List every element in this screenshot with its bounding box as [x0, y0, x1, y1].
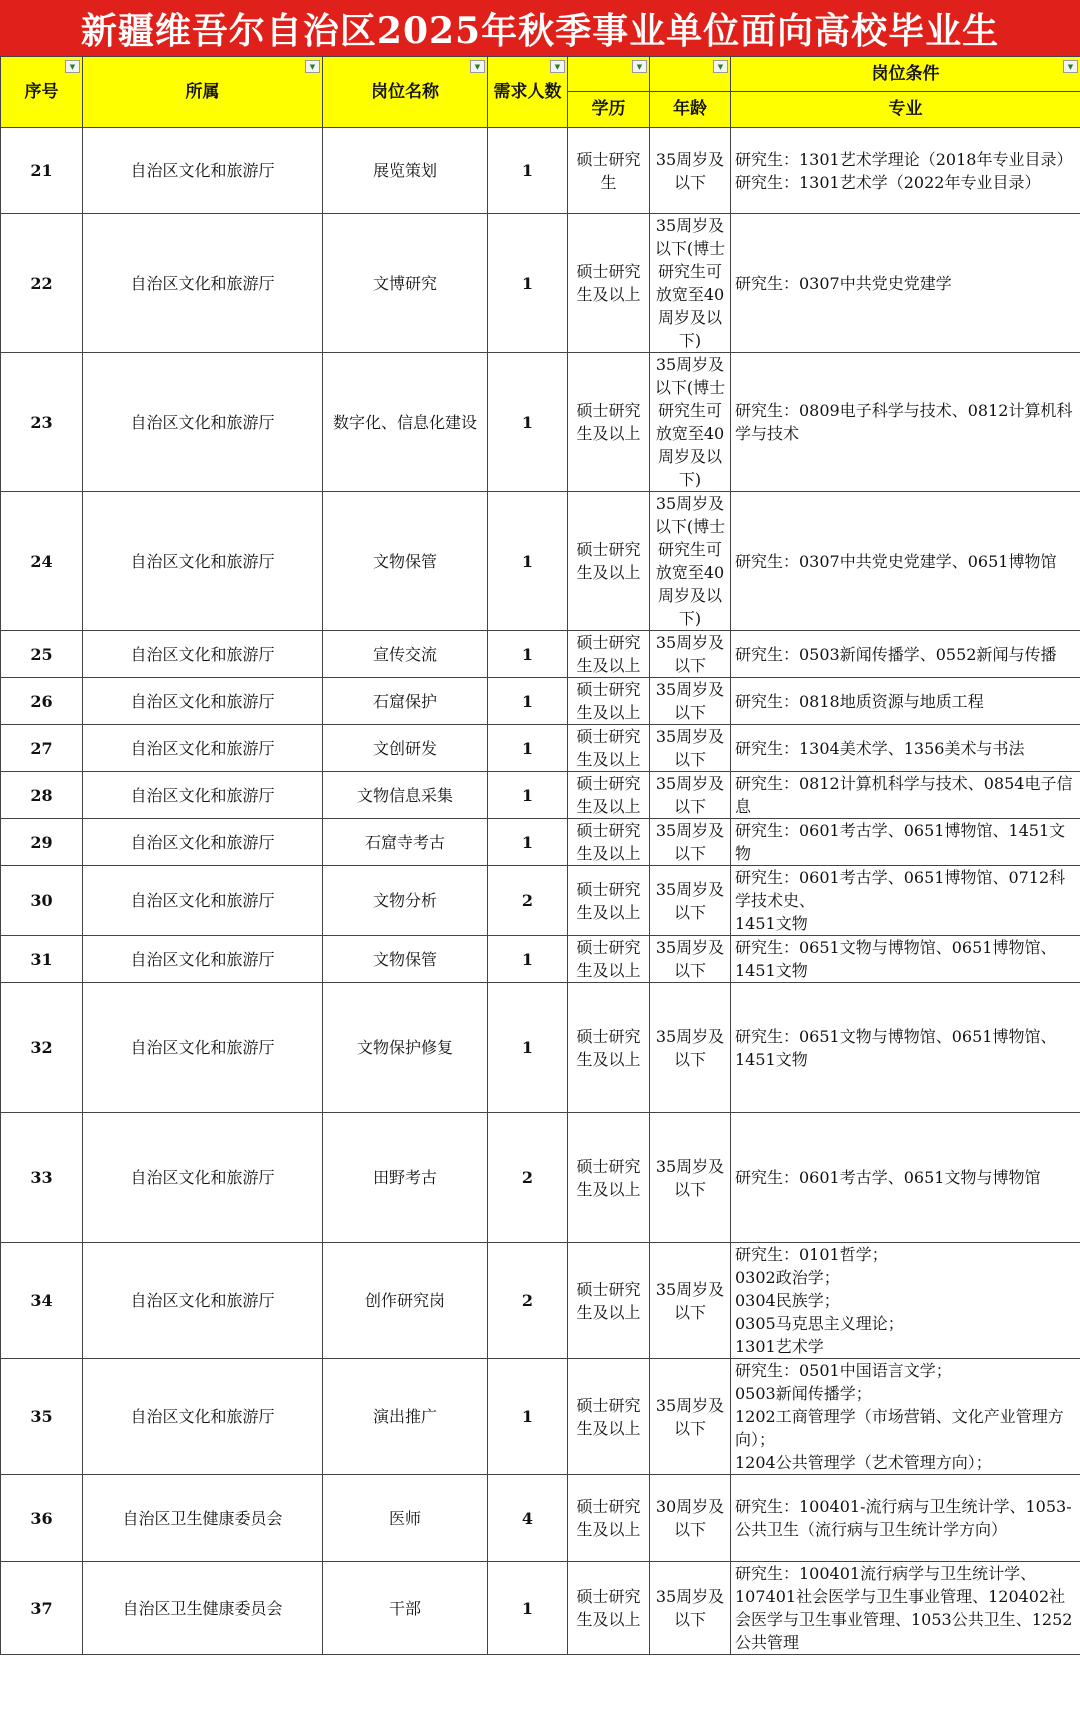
dropdown-filter-icon[interactable]: ▼ — [632, 60, 647, 73]
cell-major: 研究生：0601考古学、0651博物馆、0712科学技术史、 1451文物 — [731, 866, 1080, 936]
cell-count: 2 — [488, 1113, 568, 1243]
cell-age: 35周岁及以下 — [650, 866, 731, 936]
header-conditions-label: 岗位条件 — [871, 63, 940, 84]
cell-major: 研究生：100401流行病学与卫生统计学、107401社会医学与卫生事业管理、120402社会医学与卫生事业管理、1053公共卫生、1252公共管理 — [731, 1562, 1080, 1655]
dropdown-filter-icon[interactable]: ▼ — [713, 60, 728, 73]
cell-age: 35周岁及以下 — [650, 936, 731, 983]
cell-seq: 29 — [1, 819, 83, 866]
cell-count: 1 — [488, 936, 568, 983]
cell-post: 宣传交流 — [323, 631, 488, 678]
cell-dept: 自治区文化和旅游厅 — [83, 772, 323, 819]
cell-age: 35周岁及以下 — [650, 1243, 731, 1359]
cell-seq: 28 — [1, 772, 83, 819]
cell-major: 研究生：100401-流行病与卫生统计学、1053-公共卫生（流行病与卫生统计学方向） — [731, 1475, 1080, 1562]
cell-age: 30周岁及以下 — [650, 1475, 731, 1562]
cell-post: 演出推广 — [323, 1359, 488, 1475]
cell-seq: 32 — [1, 983, 83, 1113]
cell-post: 文创研发 — [323, 725, 488, 772]
cell-seq: 26 — [1, 678, 83, 725]
cell-age: 35周岁及以下(博士研究生可放宽至40周岁及以下) — [650, 214, 731, 353]
cell-post: 文物保管 — [323, 492, 488, 631]
cell-seq: 22 — [1, 214, 83, 353]
cell-edu: 硕士研究生及以上 — [568, 772, 650, 819]
cell-count: 1 — [488, 725, 568, 772]
table-row — [1, 866, 1080, 936]
cell-dept: 自治区文化和旅游厅 — [83, 725, 323, 772]
header-major: 专业 — [731, 92, 1080, 128]
cell-dept: 自治区文化和旅游厅 — [83, 492, 323, 631]
table-row — [1, 936, 1080, 983]
cell-post: 数字化、信息化建设 — [323, 353, 488, 492]
cell-major: 研究生：0307中共党史党建学 — [731, 214, 1080, 353]
dropdown-filter-icon[interactable]: ▼ — [305, 60, 320, 73]
cell-post: 石窟寺考古 — [323, 819, 488, 866]
cell-seq: 33 — [1, 1113, 83, 1243]
cell-age: 35周岁及以下(博士研究生可放宽至40周岁及以下) — [650, 492, 731, 631]
dropdown-filter-icon[interactable]: ▼ — [550, 60, 565, 73]
header-seq-label: 序号 — [24, 81, 59, 102]
header-count[interactable] — [488, 57, 568, 128]
table-row — [1, 631, 1080, 678]
cell-edu: 硕士研究生及以上 — [568, 866, 650, 936]
cell-post: 文物保护修复 — [323, 983, 488, 1113]
cell-edu: 硕士研究生及以上 — [568, 725, 650, 772]
dropdown-filter-icon[interactable]: ▼ — [470, 60, 485, 73]
cell-dept: 自治区文化和旅游厅 — [83, 128, 323, 214]
cell-age: 35周岁及以下(博士研究生可放宽至40周岁及以下) — [650, 353, 731, 492]
header-post[interactable] — [323, 57, 488, 128]
cell-age: 35周岁及以下 — [650, 819, 731, 866]
cell-major: 研究生：1304美术学、1356美术与书法 — [731, 725, 1080, 772]
cell-edu: 硕士研究生及以上 — [568, 1562, 650, 1655]
header-age-filter[interactable] — [650, 57, 731, 92]
table-row — [1, 1475, 1080, 1562]
cell-dept: 自治区文化和旅游厅 — [83, 1113, 323, 1243]
header-post-label: 岗位名称 — [371, 81, 439, 102]
cell-major: 研究生：0601考古学、0651博物馆、1451文物 — [731, 819, 1080, 866]
cell-dept: 自治区文化和旅游厅 — [83, 353, 323, 492]
cell-major: 研究生：0809电子科学与技术、0812计算机科学与技术 — [731, 353, 1080, 492]
cell-post: 文物保管 — [323, 936, 488, 983]
cell-edu: 硕士研究生及以上 — [568, 1243, 650, 1359]
cell-major: 研究生：0812计算机科学与技术、0854电子信息 — [731, 772, 1080, 819]
dropdown-filter-icon[interactable]: ▼ — [65, 60, 80, 73]
header-edu: 学历 — [568, 92, 650, 128]
cell-seq: 24 — [1, 492, 83, 631]
cell-post: 田野考古 — [323, 1113, 488, 1243]
cell-edu: 硕士研究生及以上 — [568, 353, 650, 492]
cell-major: 研究生：0818地质资源与地质工程 — [731, 678, 1080, 725]
cell-age: 35周岁及以下 — [650, 128, 731, 214]
table-row — [1, 1243, 1080, 1359]
cell-count: 1 — [488, 678, 568, 725]
cell-count: 1 — [488, 983, 568, 1113]
table-body — [1, 128, 1080, 1655]
cell-edu: 硕士研究生及以上 — [568, 1113, 650, 1243]
page-title: 新疆维吾尔自治区2025年秋季事业单位面向高校毕业生 — [0, 0, 1080, 56]
header-dept[interactable] — [83, 57, 323, 128]
cell-dept: 自治区文化和旅游厅 — [83, 936, 323, 983]
cell-post: 展览策划 — [323, 128, 488, 214]
header-edu-filter[interactable] — [568, 57, 650, 92]
cell-major: 研究生：0501中国语言文学； 0503新闻传播学； 1202工商管理学（市场营销、文化产业管理方向）； 1204公共管理学（艺术管理方向）； — [731, 1359, 1080, 1475]
cell-edu: 硕士研究生及以上 — [568, 819, 650, 866]
cell-dept: 自治区卫生健康委员会 — [83, 1475, 323, 1562]
cell-dept: 自治区卫生健康委员会 — [83, 1562, 323, 1655]
table-row — [1, 492, 1080, 631]
cell-post: 文物信息采集 — [323, 772, 488, 819]
cell-post: 医师 — [323, 1475, 488, 1562]
cell-seq: 36 — [1, 1475, 83, 1562]
cell-seq: 30 — [1, 866, 83, 936]
cell-count: 4 — [488, 1475, 568, 1562]
header-seq[interactable] — [1, 57, 83, 128]
header-age: 年龄 — [650, 92, 731, 128]
header-count-label: 需求人数 — [493, 81, 562, 102]
cell-major: 研究生：0101哲学； 0302政治学； 0304民族学； 0305马克思主义理论； 1301艺术学 — [731, 1243, 1080, 1359]
cell-edu: 硕士研究生及以上 — [568, 492, 650, 631]
cell-post: 创作研究岗 — [323, 1243, 488, 1359]
table-row — [1, 819, 1080, 866]
cell-seq: 21 — [1, 128, 83, 214]
cell-edu: 硕士研究生及以上 — [568, 1475, 650, 1562]
table-row — [1, 1562, 1080, 1655]
cell-dept: 自治区文化和旅游厅 — [83, 214, 323, 353]
cell-post: 文物分析 — [323, 866, 488, 936]
cell-age: 35周岁及以下 — [650, 1113, 731, 1243]
cell-seq: 25 — [1, 631, 83, 678]
cell-edu: 硕士研究生及以上 — [568, 936, 650, 983]
table-row — [1, 678, 1080, 725]
cell-count: 1 — [488, 214, 568, 353]
cell-age: 35周岁及以下 — [650, 772, 731, 819]
cell-edu: 硕士研究生及以上 — [568, 983, 650, 1113]
table-row — [1, 1359, 1080, 1475]
cell-major: 研究生：0503新闻传播学、0552新闻与传播 — [731, 631, 1080, 678]
cell-count: 1 — [488, 492, 568, 631]
cell-dept: 自治区文化和旅游厅 — [83, 983, 323, 1113]
cell-age: 35周岁及以下 — [650, 678, 731, 725]
cell-edu: 硕士研究生及以上 — [568, 678, 650, 725]
cell-count: 2 — [488, 866, 568, 936]
cell-count: 1 — [488, 128, 568, 214]
cell-count: 1 — [488, 353, 568, 492]
cell-major: 研究生：0651文物与博物馆、0651博物馆、1451文物 — [731, 983, 1080, 1113]
cell-age: 35周岁及以下 — [650, 1562, 731, 1655]
cell-post: 石窟保护 — [323, 678, 488, 725]
cell-dept: 自治区文化和旅游厅 — [83, 1359, 323, 1475]
table-row — [1, 128, 1080, 214]
cell-seq: 23 — [1, 353, 83, 492]
dropdown-filter-icon[interactable]: ▼ — [1063, 60, 1078, 73]
recruitment-table — [0, 56, 1080, 1655]
cell-count: 1 — [488, 1562, 568, 1655]
cell-seq: 35 — [1, 1359, 83, 1475]
table-row — [1, 214, 1080, 353]
cell-seq: 34 — [1, 1243, 83, 1359]
cell-count: 1 — [488, 819, 568, 866]
table-row — [1, 983, 1080, 1113]
cell-major: 研究生：0601考古学、0651文物与博物馆 — [731, 1113, 1080, 1243]
header-conditions[interactable] — [731, 57, 1080, 92]
cell-dept: 自治区文化和旅游厅 — [83, 866, 323, 936]
table-row — [1, 772, 1080, 819]
cell-count: 1 — [488, 631, 568, 678]
cell-major: 研究生：0307中共党史党建学、0651博物馆 — [731, 492, 1080, 631]
cell-dept: 自治区文化和旅游厅 — [83, 819, 323, 866]
cell-age: 35周岁及以下 — [650, 725, 731, 772]
cell-post: 干部 — [323, 1562, 488, 1655]
cell-age: 35周岁及以下 — [650, 1359, 731, 1475]
cell-count: 2 — [488, 1243, 568, 1359]
cell-dept: 自治区文化和旅游厅 — [83, 1243, 323, 1359]
cell-edu: 硕士研究生及以上 — [568, 1359, 650, 1475]
cell-dept: 自治区文化和旅游厅 — [83, 678, 323, 725]
cell-age: 35周岁及以下 — [650, 983, 731, 1113]
cell-dept: 自治区文化和旅游厅 — [83, 631, 323, 678]
cell-major: 研究生：0651文物与博物馆、0651博物馆、1451文物 — [731, 936, 1080, 983]
table-row — [1, 1113, 1080, 1243]
cell-seq: 37 — [1, 1562, 83, 1655]
table-header — [1, 57, 1080, 128]
cell-edu: 硕士研究生及以上 — [568, 631, 650, 678]
cell-major: 研究生：1301艺术学理论（2018年专业目录） 研究生：1301艺术学（2022年专业目录） — [731, 128, 1080, 214]
table-row — [1, 725, 1080, 772]
header-dept-label: 所属 — [185, 81, 220, 102]
cell-age: 35周岁及以下 — [650, 631, 731, 678]
cell-count: 1 — [488, 1359, 568, 1475]
cell-edu: 硕士研究生及以上 — [568, 214, 650, 353]
cell-count: 1 — [488, 772, 568, 819]
cell-seq: 31 — [1, 936, 83, 983]
table-row — [1, 353, 1080, 492]
cell-post: 文博研究 — [323, 214, 488, 353]
cell-edu: 硕士研究生 — [568, 128, 650, 214]
cell-seq: 27 — [1, 725, 83, 772]
